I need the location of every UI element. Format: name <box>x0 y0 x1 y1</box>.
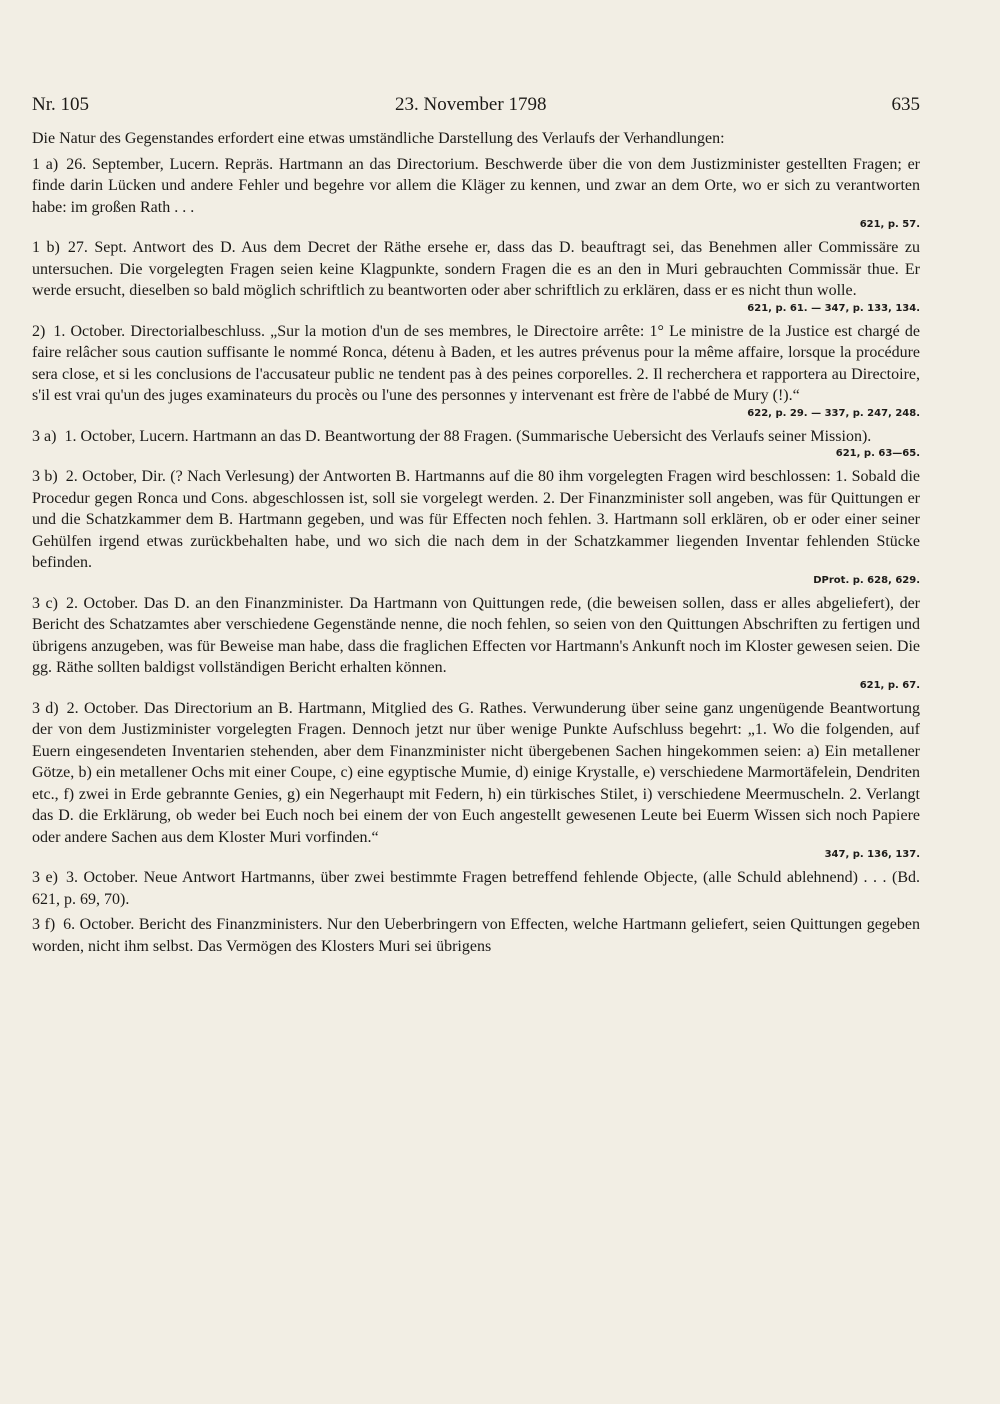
document-body <box>32 128 920 961</box>
source-reference: 621, p. 63—65. <box>835 448 920 459</box>
paragraph-3a <box>32 426 920 463</box>
paragraph-text: 26. September, Lucern. Repräs. Hartmann an das Directorium. Beschwerde über die von dem Justizminister gestellten Fragen; er finde darin Lücken und andere Fehler und begehre vor allem die Kläger zu kennen, und zwar an dem Orte, wo er sich zu verantworten habe: im großen Rath . . . <box>32 155 921 216</box>
paragraph-label: 2) <box>32 322 46 340</box>
paragraph-text: 2. October. Das Directorium an B. Hartmann, Mitglied des G. Rathes. Verwunderung über seine ganz ungenügende Beantwortung der von dem Justizminister vorgelegten Fragen. Dennoch jetzt nur über wenige Punkte Aufschluss begehrt: „1. Wo die folgenden, auf Euern eingesendeten Inventarien stehenden, aber dem Finanzminister nicht übergebenen Sachen hingekommen seien: a) Ein metallener Götze, b) ein metallener Ochs mit einer Coupe, c) eine egyptische Mumie, d) einige Krystalle, e) verschiedene Marmortäfelein, Dendriten etc., f) zwei in Erde gebrannte Genies, g) ein Negerhaupt mit Federn, h) ein türkisches Stilet, i) verschiedene Meermuscheln. 2. Verlangt das D. die Erklärung, ob weder bei Euch noch bei einem der von Euch angestellt gewesenen Leute bei Euerm Wissen sich noch Papiere oder andere Sachen aus dem Kloster Muri vorfinden.“ <box>32 699 920 846</box>
paragraph-label: 3 f) <box>32 916 56 933</box>
paragraph-3b <box>32 466 920 589</box>
paragraph-text: 3. October. Neue Antwort Hartmanns, über zwei bestimmte Fragen betreffend fehlende Objecte, (alle Schuld ablehnend) . . . (Bd. 621, p. 69, 70). <box>32 869 920 908</box>
paragraph-3c <box>32 593 920 694</box>
paragraph-text: 27. Sept. Antwort des D. Aus dem Decret der Räthe ersehe er, dass das D. beauftragt sei, das Benehmen aller Commissäre zu untersuchen. Die vorgelegten Fragen seien keine Klagpunkte, sondern Fragen die es an den in Muri gebrauchten Commissär thue. Er werde ersucht, dieselben so bald möglich schriftlich zu beantworten oder aber schriftlich zu erklären, dass er es nicht thun wolle. <box>32 239 921 299</box>
paragraph-text: 2. October. Das D. an den Finanzminister. Da Hartmann von Quittungen rede, (die beweisen sollen, dass er alles abgeliefert), der Bericht des Schatzamtes aber verschiedene Gegenstände nenne, die noch fehlen, so seien von den Quittungen Abschriften zu fertigen und übrigens anzugeben, was für Beweise man habe, dass die fraglichen Effecten vor Hartmann's Ankunft noch im Kloster gewesen seien. Die gg. Räthe sollten baldigst vollständigen Bericht erhalten können. <box>32 594 920 676</box>
paragraph-2 <box>32 321 920 422</box>
paragraph-1a <box>32 154 920 234</box>
paragraph-label: 3 b) <box>32 468 58 485</box>
paragraph-text: 1. October, Lucern. Hartmann an das D. Beantwortung der 88 Fragen. (Summarische Uebersicht des Verlaufs seiner Mission). <box>64 427 872 445</box>
source-reference: 347, p. 136, 137. <box>824 849 920 860</box>
paragraph-intro <box>32 128 920 150</box>
paragraph-label: 3 e) <box>32 869 58 886</box>
source-reference: DProt. p. 628, 629. <box>813 574 920 586</box>
paragraph-label: 1 a) <box>32 155 59 173</box>
page-number: 635 <box>891 94 920 115</box>
page-header <box>32 94 920 118</box>
source-reference: 622, p. 29. — 337, p. 247, 248. <box>747 407 920 419</box>
paragraph-text: 6. October. Bericht des Finanzministers. Nur den Ueberbringern von Effecten, welche Hartmann geliefert, seien Quittungen gegeben worden, nicht ihm selbst. Das Vermögen des Klosters Muri sei übrigens <box>32 916 920 955</box>
paragraph-text: Die Natur des Gegenstandes erfordert eine etwas umständliche Darstellung des Verlaufs der Verhandlungen: <box>32 130 725 147</box>
paragraph-1b <box>32 237 920 317</box>
document-date: 23. November 1798 <box>395 94 547 115</box>
paragraph-label: 3 c) <box>32 594 58 612</box>
paragraph-3d <box>32 698 920 864</box>
source-reference: 621, p. 67. <box>859 679 920 691</box>
source-reference: 621, p. 57. <box>859 219 920 230</box>
source-reference: 621, p. 61. — 347, p. 133, 134. <box>747 302 920 314</box>
paragraph-text: 2. October, Dir. (? Nach Verlesung) der Antworten B. Hartmanns auf die 80 ihm vorgelegten Fragen wird beschlossen: 1. Sobald die Procedur gegen Ronca und Cons. abgeschlossen ist, soll sie vorgelegt werden. 2. Der Finanzminister soll angeben, was für Quittungen er und die Schatzkammer dem B. Hartmann gegeben, und was für Effecten noch fehlen. 3. Hartmann soll erklären, ob er oder einer seiner Gehülfen irgend etwas zurückbehalten habe, und wo sich die nach dem in der Schatzkammer liegenden Inventar fehlenden Stücke befinden. <box>32 468 921 571</box>
paragraph-3f <box>32 914 920 957</box>
paragraph-label: 1 b) <box>32 239 60 256</box>
document-number: Nr. 105 <box>32 94 89 115</box>
paragraph-label: 3 a) <box>32 427 57 445</box>
paragraph-text: 1. October. Directorialbeschluss. „Sur la motion d'un de ses membres, le Directoire arrête: 1° Le ministre de la Justice est chargé de faire relâcher sous caution suffisante le nommé Ronca, détenu à Baden, et les autres prévenus pour la même affaire, lorsque la procédure sera close, et si les conclusions de l'accusateur public ne tendent pas à des peines corporelles. 2. Il recherchera et rapportera au Directoire, s'il est vrai qu'un des juges examinateurs du procès ou l'une des personnes y intervenant est frère de l'abbé de Mury (!).“ <box>32 322 920 404</box>
paragraph-label: 3 d) <box>32 699 59 717</box>
paragraph-3e <box>32 867 920 910</box>
